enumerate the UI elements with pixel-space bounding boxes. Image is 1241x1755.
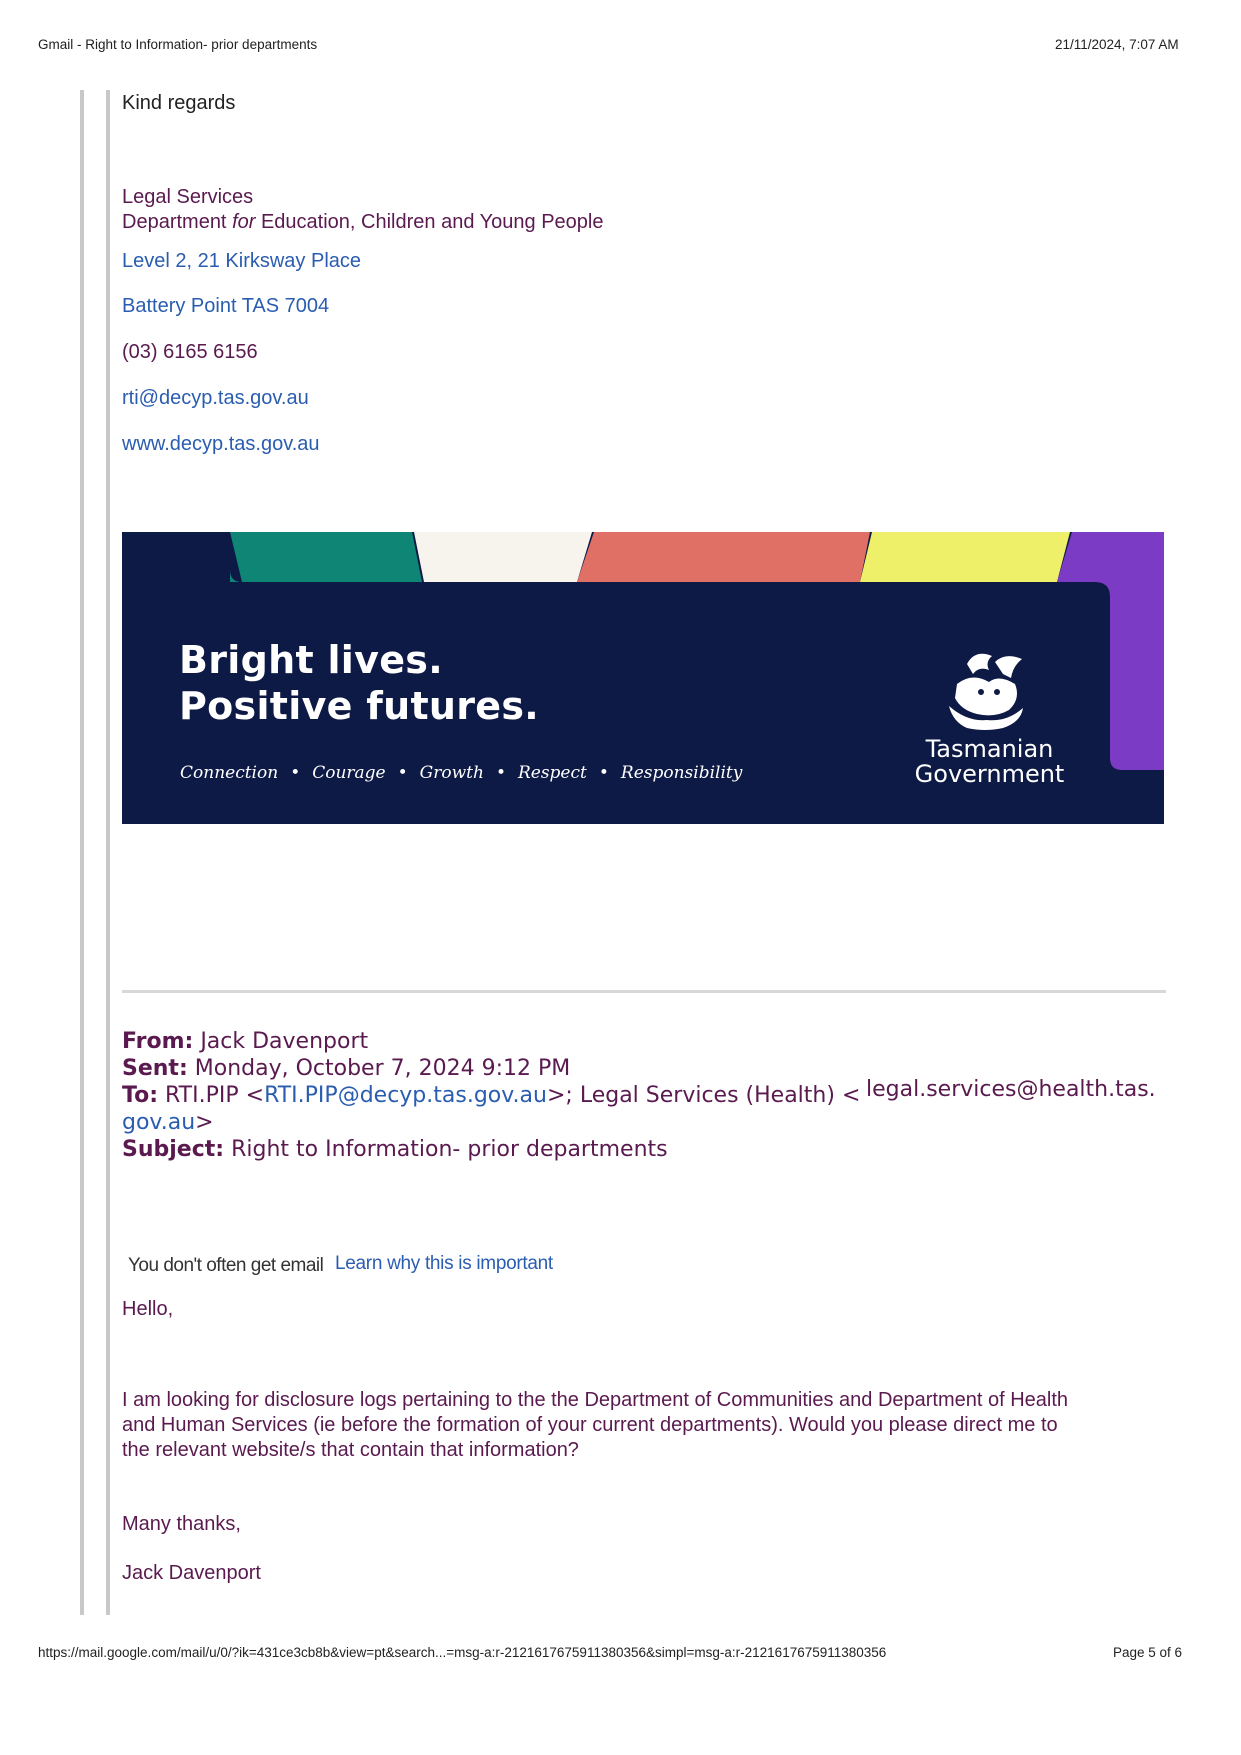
banner-tagline-line2: Positive futures. xyxy=(179,684,540,728)
to-email2-link-part2[interactable]: gov.au xyxy=(122,1110,196,1135)
from-value: Jack Davenport xyxy=(200,1029,369,1054)
banner-dot: • xyxy=(495,763,506,783)
signature-department xyxy=(122,211,603,234)
message-greeting: Hello, xyxy=(122,1298,174,1320)
external-sender-notice xyxy=(128,1255,323,1277)
signature-closing: Kind regards xyxy=(122,92,236,114)
banner-stripe-cream xyxy=(414,532,592,582)
signature-address-line1[interactable]: Level 2, 21 Kirksway Place xyxy=(122,250,362,272)
message-thanks: Many thanks, xyxy=(122,1513,241,1535)
tasgov-line1: Tasmanian xyxy=(925,735,1054,763)
dept-suffix: Education, Children and Young People xyxy=(255,211,604,233)
subject-label: Subject: xyxy=(122,1137,225,1162)
banner-dot: • xyxy=(397,763,408,783)
notice-text: You don't often get email xyxy=(128,1255,324,1276)
sent-value: Monday, October 7, 2024 9:12 PM xyxy=(194,1056,571,1081)
tasgov-line2: Government xyxy=(914,760,1065,788)
dept-for: for xyxy=(232,211,256,233)
body-line3: the relevant website/s that contain that information? xyxy=(122,1439,579,1461)
banner-value-growth: Growth xyxy=(419,763,484,783)
message-subject xyxy=(122,1137,668,1162)
to-email2-link-part1[interactable]: legal.services@health.tas. xyxy=(866,1077,1156,1102)
signature-team: Legal Services xyxy=(122,186,254,208)
banner-value-responsibility: Responsibility xyxy=(620,763,743,783)
banner-values xyxy=(180,763,742,783)
body-line1: I am looking for disclosure logs pertaining to the the Department of Communities and Department of Health xyxy=(122,1389,1069,1411)
page-header-title: Gmail - Right to Information- prior departments xyxy=(38,37,318,52)
quote-bar-outer xyxy=(80,90,84,1615)
quote-bar-inner xyxy=(106,90,110,1615)
message-divider xyxy=(122,990,1166,993)
message-sent xyxy=(122,1056,570,1081)
page-header-datetime: 21/11/2024, 7:07 AM xyxy=(1055,37,1179,52)
tasmanian-devil-logo-icon xyxy=(937,644,1037,739)
to-label: To: xyxy=(122,1083,158,1108)
banner-tagline xyxy=(179,637,539,729)
decyp-banner-image xyxy=(122,532,1164,824)
signature-phone: (03) 6165 6156 xyxy=(122,341,258,363)
signature-email-link[interactable]: rti@decyp.tas.gov.au xyxy=(122,387,309,409)
to-mid: >; Legal Services (Health) < xyxy=(546,1083,861,1108)
banner-value-connection: Connection xyxy=(180,763,279,783)
banner-stripe-coral xyxy=(577,532,870,582)
message-body xyxy=(122,1388,1162,1463)
subject-value: Right to Information- prior departments xyxy=(231,1137,668,1162)
banner-dot: • xyxy=(290,763,301,783)
tasmanian-government-wordmark xyxy=(902,737,1077,787)
message-to xyxy=(122,1083,860,1108)
to-close: > xyxy=(195,1110,214,1135)
banner-stripe-yellow xyxy=(860,532,1070,582)
page-footer-page-number: Page 5 of 6 xyxy=(1113,1645,1183,1660)
to-name1: RTI.PIP < xyxy=(165,1083,265,1108)
banner-stripe-teal xyxy=(230,532,422,582)
banner-dot: • xyxy=(598,763,609,783)
banner-value-courage: Courage xyxy=(312,763,386,783)
to-email1-link[interactable]: RTI.PIP@decyp.tas.gov.au xyxy=(264,1083,547,1108)
from-label: From: xyxy=(122,1029,194,1054)
signature-website-link[interactable]: www.decyp.tas.gov.au xyxy=(122,433,320,455)
body-line2: and Human Services (ie before the formation of your current departments). Would you please direct me to xyxy=(122,1414,1058,1436)
learn-why-link[interactable]: Learn why this is important xyxy=(335,1253,553,1274)
banner-tagline-line1: Bright lives. xyxy=(179,638,443,682)
message-signoff-name: Jack Davenport xyxy=(122,1562,261,1584)
message-from xyxy=(122,1029,368,1054)
signature-address-line2[interactable]: Battery Point TAS 7004 xyxy=(122,295,330,317)
dept-prefix: Department xyxy=(122,211,233,233)
banner-value-respect: Respect xyxy=(517,763,587,783)
page-footer-url: https://mail.google.com/mail/u/0/?ik=431ce3cb8b&view=pt&search...=msg-a:r-2121617675911380356&simpl=msg-a:r-2121617675911380356 xyxy=(38,1645,887,1660)
message-to-continued xyxy=(122,1110,214,1135)
sent-label: Sent: xyxy=(122,1056,188,1081)
